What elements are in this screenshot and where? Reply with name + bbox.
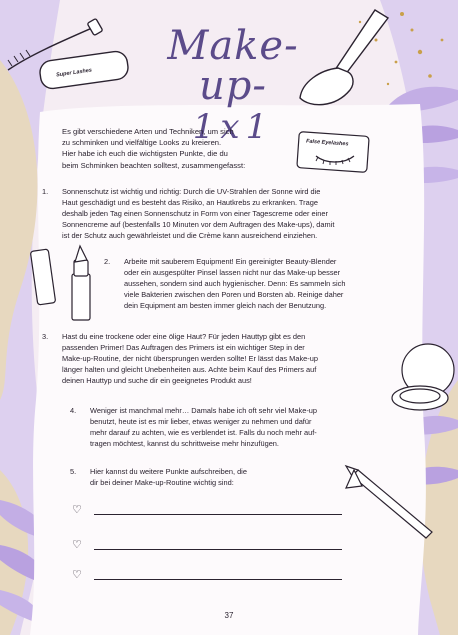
list-item-4 — [70, 405, 318, 449]
item-line: benutzt, heute ist es mir lieber, etwas weniger zu nehmen und dafür — [90, 417, 312, 426]
list-item-3 — [42, 331, 318, 386]
item-line: ist der Schutz auch gewährleistet und die Crème kann ausreichend einziehen. — [62, 231, 318, 240]
item-line: länger halten und gleicht Unebenheiten aus. Achte beim Kauf des Primers auf — [62, 365, 317, 374]
item-line: deinen Hauttyp und suche dir ein geeignetes Produkt aus! — [62, 376, 252, 385]
list-item-5 — [70, 466, 247, 488]
intro-line: Hier habe ich euch die wichtigsten Punkte, die du — [62, 149, 228, 159]
intro-line: Es gibt verschiedene Arten und Techniken, um sich — [62, 127, 234, 136]
item-line: dein Equipment am besten immer gleich nach der Benutzung. — [124, 301, 327, 310]
item-number: 4. — [70, 406, 77, 415]
item-line: Arbeite mit sauberem Equipment! Ein gereinigter Beauty-Blender — [124, 257, 337, 266]
heart-icon: ♡ — [72, 539, 82, 551]
lashes-label: False Eyelashes — [305, 138, 349, 148]
item-line: passenden Primer! Das Auftragen des Primers ist ein wichtiger Step in der — [62, 343, 305, 352]
heart-icon: ♡ — [72, 504, 82, 516]
item-line: dir bei deiner Make-up-Routine wichtig sind: — [90, 478, 234, 487]
intro-line: beim Schminken beachten solltest, zusammengefasst: — [62, 160, 246, 170]
heart-icon: ♡ — [72, 569, 82, 581]
item-line: Sonnenschutz ist wichtig und richtig: Durch die UV-Strahlen der Sonne wird die — [62, 187, 321, 196]
item-line: deshalb jeden Tag einen Sonnenschutz in Form von einer Tagescreme oder einer — [62, 209, 328, 218]
item-line: Haut geschädigt und es besteht das Risiko, an Hautkrebs zu erkranken. Trage — [62, 198, 318, 207]
item-line: Hast du eine trockene oder eine ölige Haut? Für jeden Hauttyp gibt es den — [62, 332, 306, 341]
intro-line: zu schminken und vielfältige Looks zu kreieren. — [62, 138, 222, 148]
title-line-2: 1x1 — [192, 107, 274, 147]
page-number: 37 — [224, 611, 234, 620]
write-line[interactable] — [94, 579, 342, 580]
item-line: Sonnencreme auf (bestenfalls 10 Minuten vor dem Auftragen des Make-ups), damit — [62, 220, 335, 229]
item-line: Hier kannst du weitere Punkte aufschreiben, die — [90, 467, 247, 476]
list-item-1 — [42, 186, 335, 241]
item-line: mehr darauf zu achten, wie es verblendet ist. Falls du noch mehr auf- — [90, 428, 317, 437]
item-number: 3. — [42, 332, 49, 341]
list-item-2 — [104, 256, 346, 311]
item-line: aussehen, sondern sind auch hygienischer. Denn: Es sammeln sich — [124, 279, 346, 288]
item-line: tragen möchtest, kannst du schrittweise mehr hinzufügen. — [90, 439, 279, 448]
item-line: viele Bakterien zwischen den Poren und Borsten ab. Reinige daher — [124, 290, 344, 299]
item-number: 5. — [70, 467, 77, 476]
write-line[interactable] — [94, 514, 342, 515]
item-line: Weniger ist manchmal mehr… Damals habe ich oft sehr viel Make-up — [90, 406, 318, 415]
mascara-label: Super Lashes — [55, 67, 93, 79]
item-line: Make-up-Routine, der nicht übersprungen werden sollte! Er lässt das Make-up — [62, 354, 318, 363]
intro-text — [62, 126, 292, 171]
item-number: 2. — [104, 257, 111, 266]
item-number: 1. — [42, 187, 49, 196]
item-line: oder ein ausgespülter Pinsel lassen nicht nur das Make-up besser — [124, 268, 341, 277]
title-line-1: Make-up- — [167, 23, 299, 109]
write-line[interactable] — [94, 549, 342, 550]
